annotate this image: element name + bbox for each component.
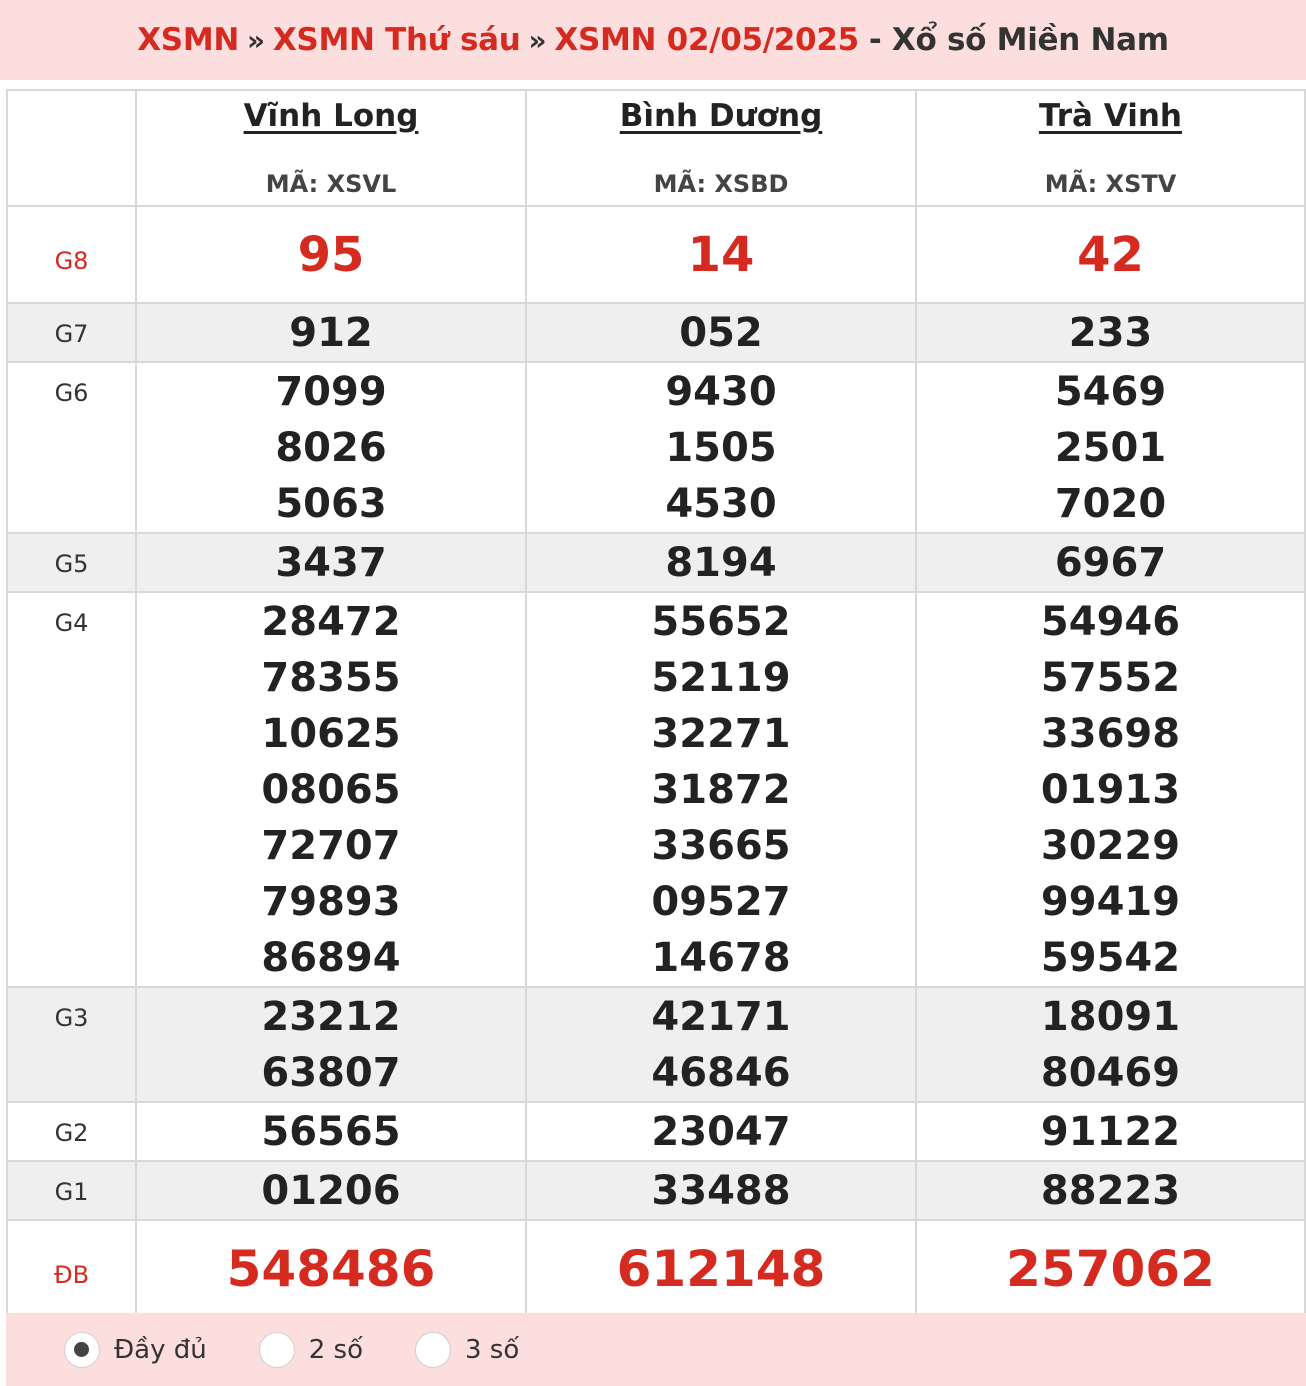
province-binh-duong: [527, 91, 917, 205]
prize-label: G5: [8, 534, 137, 591]
result-number: 7020: [1054, 481, 1167, 527]
province-code: MÃ: XSBD: [653, 170, 789, 198]
option-full[interactable]: [64, 1332, 207, 1368]
header-blank-cell: [8, 91, 137, 205]
radio-2-digits-icon[interactable]: [259, 1332, 295, 1368]
result-number: 08065: [261, 767, 401, 813]
breadcrumb-xsmn[interactable]: XSMN: [137, 22, 240, 58]
result-cell: [917, 534, 1306, 591]
prize-label: G7: [8, 304, 137, 361]
result-number: 42: [1077, 227, 1144, 283]
result-number: 18091: [1040, 994, 1181, 1040]
result-cell: [527, 534, 917, 591]
result-number: 56565: [261, 1109, 401, 1155]
province-code: MÃ: XSVL: [265, 170, 397, 198]
result-number: 23212: [261, 994, 401, 1040]
result-cell: [917, 988, 1306, 1101]
result-number: 31872: [651, 767, 791, 813]
result-cell: [527, 593, 917, 986]
prize-row-g2: [8, 1103, 1306, 1162]
result-number: 88223: [1040, 1168, 1181, 1214]
result-number: 5063: [275, 481, 387, 527]
prize-label: G6: [8, 363, 137, 532]
result-number: 10625: [261, 711, 401, 757]
province-link-binh-duong[interactable]: Bình Dương: [619, 98, 823, 134]
result-cell: [917, 1221, 1306, 1316]
breadcrumb-separator: »: [528, 23, 547, 57]
result-number: 233: [1068, 310, 1153, 356]
result-number: 01206: [261, 1168, 401, 1214]
prize-row-g7: [8, 304, 1306, 363]
result-number: 7099: [275, 369, 387, 415]
result-number: 32271: [651, 711, 791, 757]
result-cell: [527, 1103, 917, 1160]
result-cell: [527, 207, 917, 302]
result-cell: [137, 1103, 527, 1160]
result-cell: [527, 304, 917, 361]
result-number: 30229: [1040, 823, 1181, 869]
result-number: 257062: [1006, 1240, 1215, 1298]
result-cell: [527, 988, 917, 1101]
result-number: 01913: [1040, 767, 1181, 813]
prize-row-g3: [8, 988, 1306, 1103]
result-cell: [917, 304, 1306, 361]
result-number: 9430: [665, 369, 777, 415]
result-number: 8026: [275, 425, 387, 471]
result-number: 09527: [651, 879, 791, 925]
province-tra-vinh: [917, 91, 1306, 205]
result-number: 79893: [261, 879, 401, 925]
result-number: 57552: [1040, 655, 1181, 701]
province-link-vinh-long[interactable]: Vĩnh Long: [243, 98, 419, 134]
result-number: 54946: [1040, 599, 1181, 645]
result-number: 59542: [1040, 935, 1181, 981]
prize-row-g4: [8, 593, 1306, 988]
result-cell: [137, 304, 527, 361]
result-number: 14: [687, 227, 755, 283]
prize-row-đb: [8, 1221, 1306, 1318]
result-number: 55652: [651, 599, 791, 645]
result-number: 28472: [261, 599, 401, 645]
result-number: 5469: [1054, 369, 1167, 415]
prize-label: G1: [8, 1162, 137, 1219]
result-cell: [917, 593, 1306, 986]
result-cell: [137, 593, 527, 986]
prize-row-g8: [8, 207, 1306, 304]
result-cell: [917, 207, 1306, 302]
breadcrumb-xsmn-date[interactable]: XSMN 02/05/2025: [554, 22, 859, 58]
prize-rows: [8, 207, 1306, 1318]
result-number: 052: [679, 310, 763, 356]
result-number: 4530: [665, 481, 777, 527]
result-number: 52119: [651, 655, 791, 701]
result-cell: [527, 363, 917, 532]
result-number: 91122: [1040, 1109, 1181, 1155]
result-number: 78355: [261, 655, 401, 701]
result-number: 63807: [261, 1050, 401, 1096]
result-number: 99419: [1040, 879, 1181, 925]
breadcrumb: [0, 0, 1306, 80]
prize-label: G8: [8, 207, 137, 302]
result-number: 2501: [1054, 425, 1167, 471]
result-cell: [137, 363, 527, 532]
result-number: 14678: [651, 935, 791, 981]
prize-row-g6: [8, 363, 1306, 534]
option-2-digits[interactable]: [259, 1332, 363, 1368]
prize-label: G4: [8, 593, 137, 986]
result-cell: [917, 363, 1306, 532]
result-number: 3437: [275, 540, 387, 586]
radio-3-digits-icon[interactable]: [415, 1332, 451, 1368]
result-number: 42171: [651, 994, 791, 1040]
result-number: 23047: [651, 1109, 791, 1155]
result-number: 95: [297, 227, 365, 283]
result-number: 912: [289, 310, 373, 356]
province-header-row: [8, 91, 1306, 207]
prize-row-g5: [8, 534, 1306, 593]
result-number: 86894: [261, 935, 401, 981]
province-link-tra-vinh[interactable]: Trà Vinh: [1039, 98, 1182, 134]
result-number: 46846: [651, 1050, 791, 1096]
result-cell: [917, 1162, 1306, 1219]
result-cell: [137, 1221, 527, 1316]
radio-full-checked-icon[interactable]: [64, 1332, 100, 1368]
province-vinh-long: [137, 91, 527, 205]
prize-row-g1: [8, 1162, 1306, 1221]
results-table: [6, 89, 1306, 1318]
breadcrumb-xsmn-weekday[interactable]: XSMN Thứ sáu: [272, 22, 521, 58]
result-cell: [137, 988, 527, 1101]
page-title-suffix: - Xổ số Miền Nam: [868, 22, 1169, 58]
result-cell: [527, 1162, 917, 1219]
result-number: 33488: [651, 1168, 791, 1214]
result-number: 548486: [226, 1240, 436, 1298]
result-number: 6967: [1054, 540, 1167, 586]
result-cell: [917, 1103, 1306, 1160]
display-options: [6, 1313, 1306, 1386]
option-3-digits-label: 3 số: [464, 1334, 520, 1365]
result-number: 33698: [1040, 711, 1181, 757]
breadcrumb-separator: »: [247, 23, 265, 57]
prize-label: ĐB: [8, 1221, 137, 1316]
result-number: 1505: [665, 425, 777, 471]
result-number: 612148: [616, 1240, 826, 1298]
prize-label: G2: [8, 1103, 137, 1160]
result-number: 8194: [665, 540, 777, 586]
result-cell: [137, 1162, 527, 1219]
result-cell: [137, 534, 527, 591]
option-2-digits-label: 2 số: [308, 1334, 363, 1365]
result-number: 80469: [1040, 1050, 1181, 1096]
option-full-label: Đầy đủ: [114, 1334, 207, 1365]
result-number: 33665: [651, 823, 791, 869]
result-cell: [137, 207, 527, 302]
province-code: MÃ: XSTV: [1044, 170, 1177, 198]
result-number: 72707: [261, 823, 401, 869]
result-cell: [527, 1221, 917, 1316]
prize-label: G3: [8, 988, 137, 1101]
option-3-digits[interactable]: [415, 1332, 519, 1368]
